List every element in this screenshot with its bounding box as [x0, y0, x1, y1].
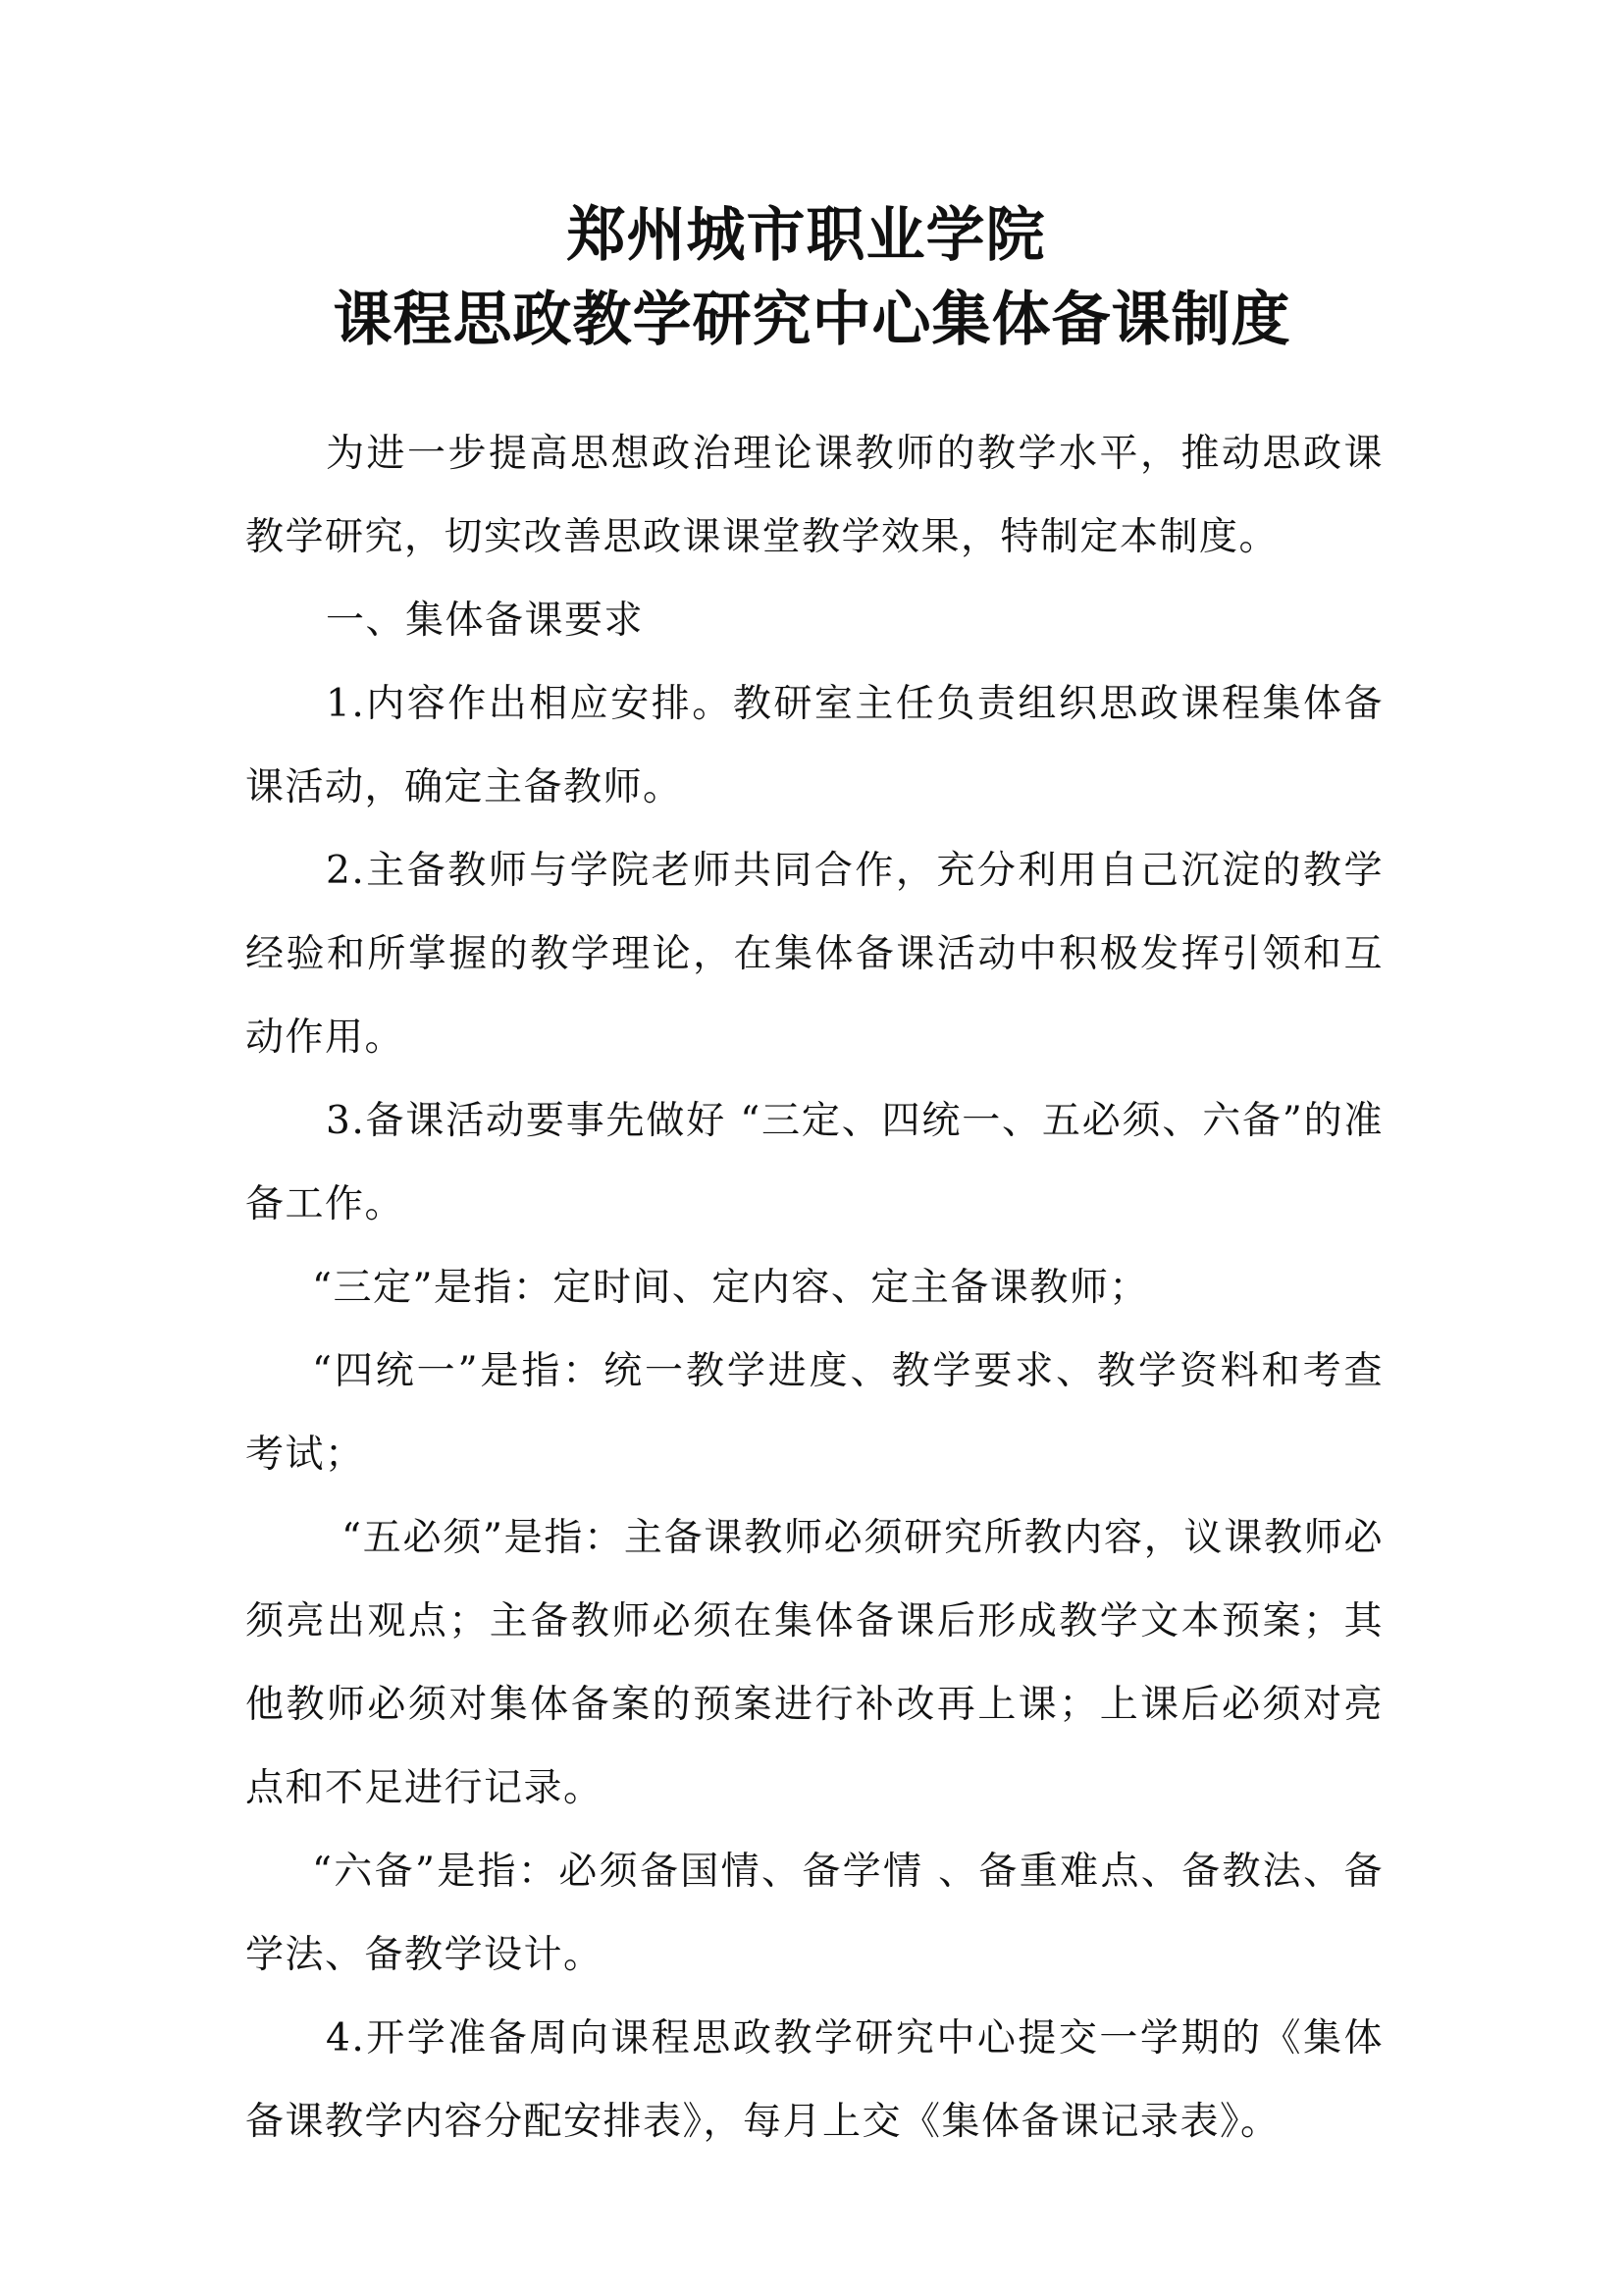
- paragraph-item-4: 4.开学准备周向课程思政教学研究中心提交一学期的《集体备课教学内容分配安排表》，每月上交《集体备课记录表》。: [245, 2016, 1384, 2144]
- document-title-line-2: 课程思政教学研究中心集体备课制度: [333, 286, 1291, 354]
- paragraph-liu-bei: “六备”是指：必须备国情、备学情 、备重难点、备教法、备学法、备教学设计。: [245, 1850, 1384, 1977]
- document-body: [245, 412, 1384, 2164]
- paragraph-item-2: 2.主备教师与学院老师共同合作，充分利用自己沉淀的教学经验和所掌握的教学理论，在集体备课活动中积极发挥引领和互动作用。: [245, 849, 1384, 1060]
- paragraph-wu-bi-xu: “五必须”是指：主备课教师必须研究所教内容，议课教师必须亮出观点；主备教师必须在集体备课后形成教学文本预案；其他教师必须对集体备案的预案进行补改再上课；上课后必须对亮点和不足进行记录。: [245, 1516, 1384, 1810]
- document-title-line-1: 郑州城市职业学院: [566, 201, 1046, 270]
- paragraph-san-ding: “三定”是指：定时间、定内容、定主备课教师；: [312, 1266, 1149, 1310]
- paragraph-item-1: 1.内容作出相应安排。教研室主任负责组织思政课程集体备课活动，确定主备教师。: [245, 682, 1384, 809]
- paragraph-si-tong-yi: “四统一”是指：统一教学进度、教学要求、教学资料和考查考试；: [245, 1349, 1384, 1477]
- paragraph-intro: 为进一步提高思想政治理论课教师的教学水平，推动思政课教学研究，切实改善思政课课堂教学效果，特制定本制度。: [245, 432, 1384, 559]
- title-block: [0, 201, 1624, 354]
- section-heading-1: 一、集体备课要求: [326, 599, 645, 643]
- paragraph-item-3: 3.备课活动要事先做好 “三定、四统一、五必须、六备”的准备工作。: [245, 1099, 1384, 1226]
